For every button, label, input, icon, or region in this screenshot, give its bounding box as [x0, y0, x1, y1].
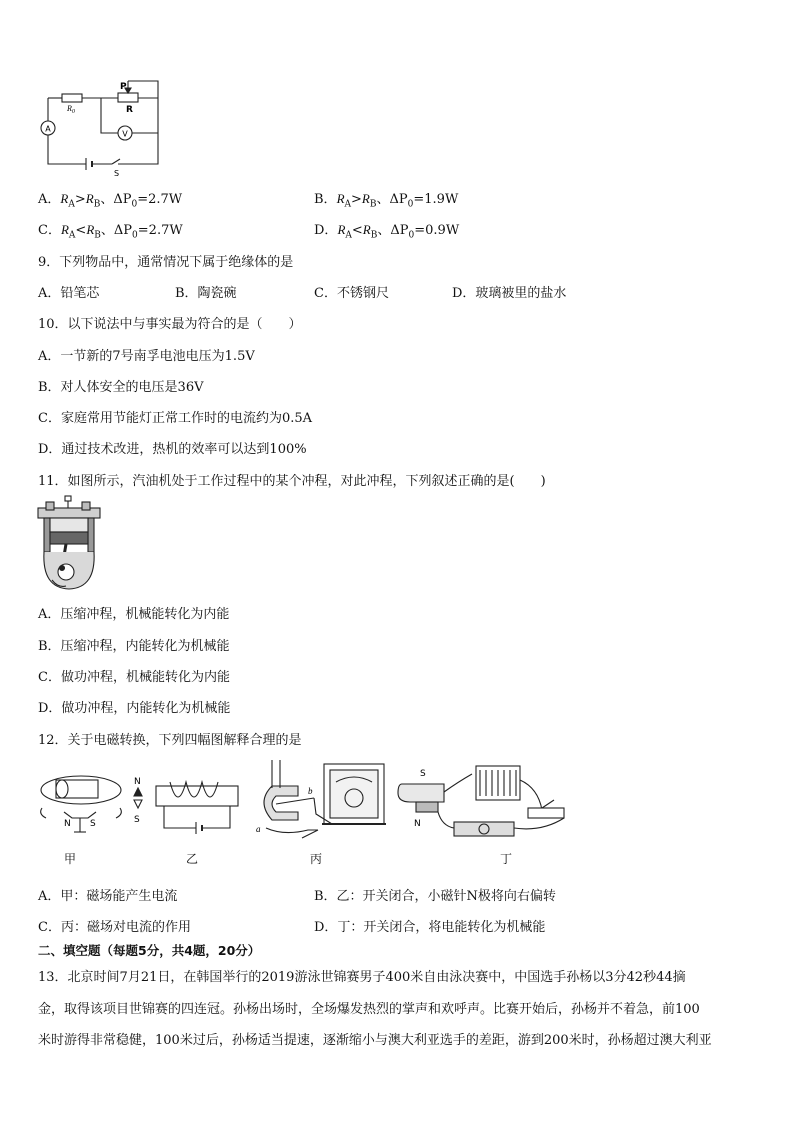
slider-label: P [120, 82, 127, 92]
bing-b: b [308, 786, 313, 796]
rheostat-label: R [126, 105, 133, 115]
q10-option-d[interactable]: D．通过技术改进，热机的效率可以达到100% [38, 442, 307, 457]
bing-a: a [256, 824, 261, 834]
q10-stem: 10．以下说法中与事实最为符合的是（ ） [38, 317, 302, 332]
q8-option-d[interactable]: D．$R_A<R_B$、$\Delta P_0=0.9W$ [314, 222, 460, 241]
figure-bing [254, 758, 390, 842]
fig-label-yi: 乙 [186, 852, 199, 866]
voltmeter-label: V [122, 129, 128, 139]
q12-stem: 12．关于电磁转换，下列四幅图解释合理的是 [38, 733, 302, 748]
q9-option-a[interactable]: A．铅笔芯 [38, 286, 100, 301]
r0-label: $R_0$ [67, 104, 75, 115]
q12-option-b[interactable]: B．乙：开关闭合，小磁针N极将向右偏转 [314, 889, 556, 904]
q8-option-b[interactable]: B．$R_A>R_B$、$\Delta P_0=1.9W$ [314, 191, 459, 210]
q11-stem: 11．如图所示，汽油机处于工作过程中的某个冲程，对此冲程，下列叙述正确的是( ) [38, 474, 546, 489]
q13-line-2: 金，取得该项目世锦赛的四连冠。孙杨出场时，全场爆发热烈的掌声和欢呼声。比赛开始后，孙杨并不着急，前100 [38, 1002, 700, 1017]
ding-n: N [414, 819, 421, 829]
switch-label: S [114, 169, 120, 178]
q9-option-c[interactable]: C．不锈钢尺 [314, 286, 389, 301]
section-heading: 二、填空题（每题5分，共4题，20分） [38, 943, 261, 958]
q9-option-b[interactable]: B．陶瓷碗 [175, 286, 237, 301]
ammeter-label: A [45, 124, 51, 134]
fig-label-ding: 丁 [500, 852, 513, 866]
fig-label-jia: 甲 [64, 852, 77, 866]
yi-n: N [134, 777, 141, 787]
q12-option-c[interactable]: C．丙：磁场对电流的作用 [38, 920, 191, 935]
q8-option-a[interactable]: A．$R_A>R_B$、$\Delta P_0=2.7W$ [38, 191, 183, 210]
yi-s: S [134, 815, 140, 825]
q9-option-d[interactable]: D．玻璃被里的盐水 [452, 286, 567, 301]
q12-option-a[interactable]: A．甲：磁场能产生电流 [38, 889, 178, 904]
q11-option-c[interactable]: C．做功冲程，机械能转化为内能 [38, 670, 230, 685]
q11-option-d[interactable]: D．做功冲程，内能转化为机械能 [38, 701, 231, 716]
q11-option-a[interactable]: A．压缩冲程，机械能转化为内能 [38, 607, 230, 622]
figure-ding [392, 762, 572, 844]
q12-option-d[interactable]: D．丁：开关闭合，将电能转化为机械能 [314, 920, 546, 935]
q10-option-c[interactable]: C．家庭常用节能灯正常工作时的电流约为0.5A [38, 411, 313, 426]
figure-yi [130, 766, 242, 840]
q10-option-b[interactable]: B．对人体安全的电压是36V [38, 380, 204, 395]
q10-option-a[interactable]: A．一节新的7号南孚电池电压为1.5V [38, 349, 255, 364]
engine-diagram [36, 496, 102, 592]
jia-n: N [64, 819, 71, 829]
q13-line-1: 13．北京时间7月21日，在韩国举行的2019游泳世锦赛男子400米自由泳决赛中，中国选手孙杨以3分42秒44摘 [38, 970, 686, 985]
ding-s: S [420, 769, 426, 779]
fig-label-bing: 丙 [310, 852, 323, 866]
q8-option-c[interactable]: C．$R_A<R_B$、$\Delta P_0=2.7W$ [38, 222, 183, 241]
figure-jia [36, 768, 126, 840]
q9-stem: 9．下列物品中，通常情况下属于绝缘体的是 [38, 255, 294, 270]
jia-s: S [90, 819, 96, 829]
q11-option-b[interactable]: B．压缩冲程，内能转化为机械能 [38, 639, 230, 654]
q13-line-3: 米时游得非常稳健，100米过后，孙杨适当提速，逐渐缩小与澳大利亚选手的差距，游到200米时，孙杨超过澳大利亚 [38, 1033, 712, 1048]
circuit-diagram [40, 76, 170, 176]
